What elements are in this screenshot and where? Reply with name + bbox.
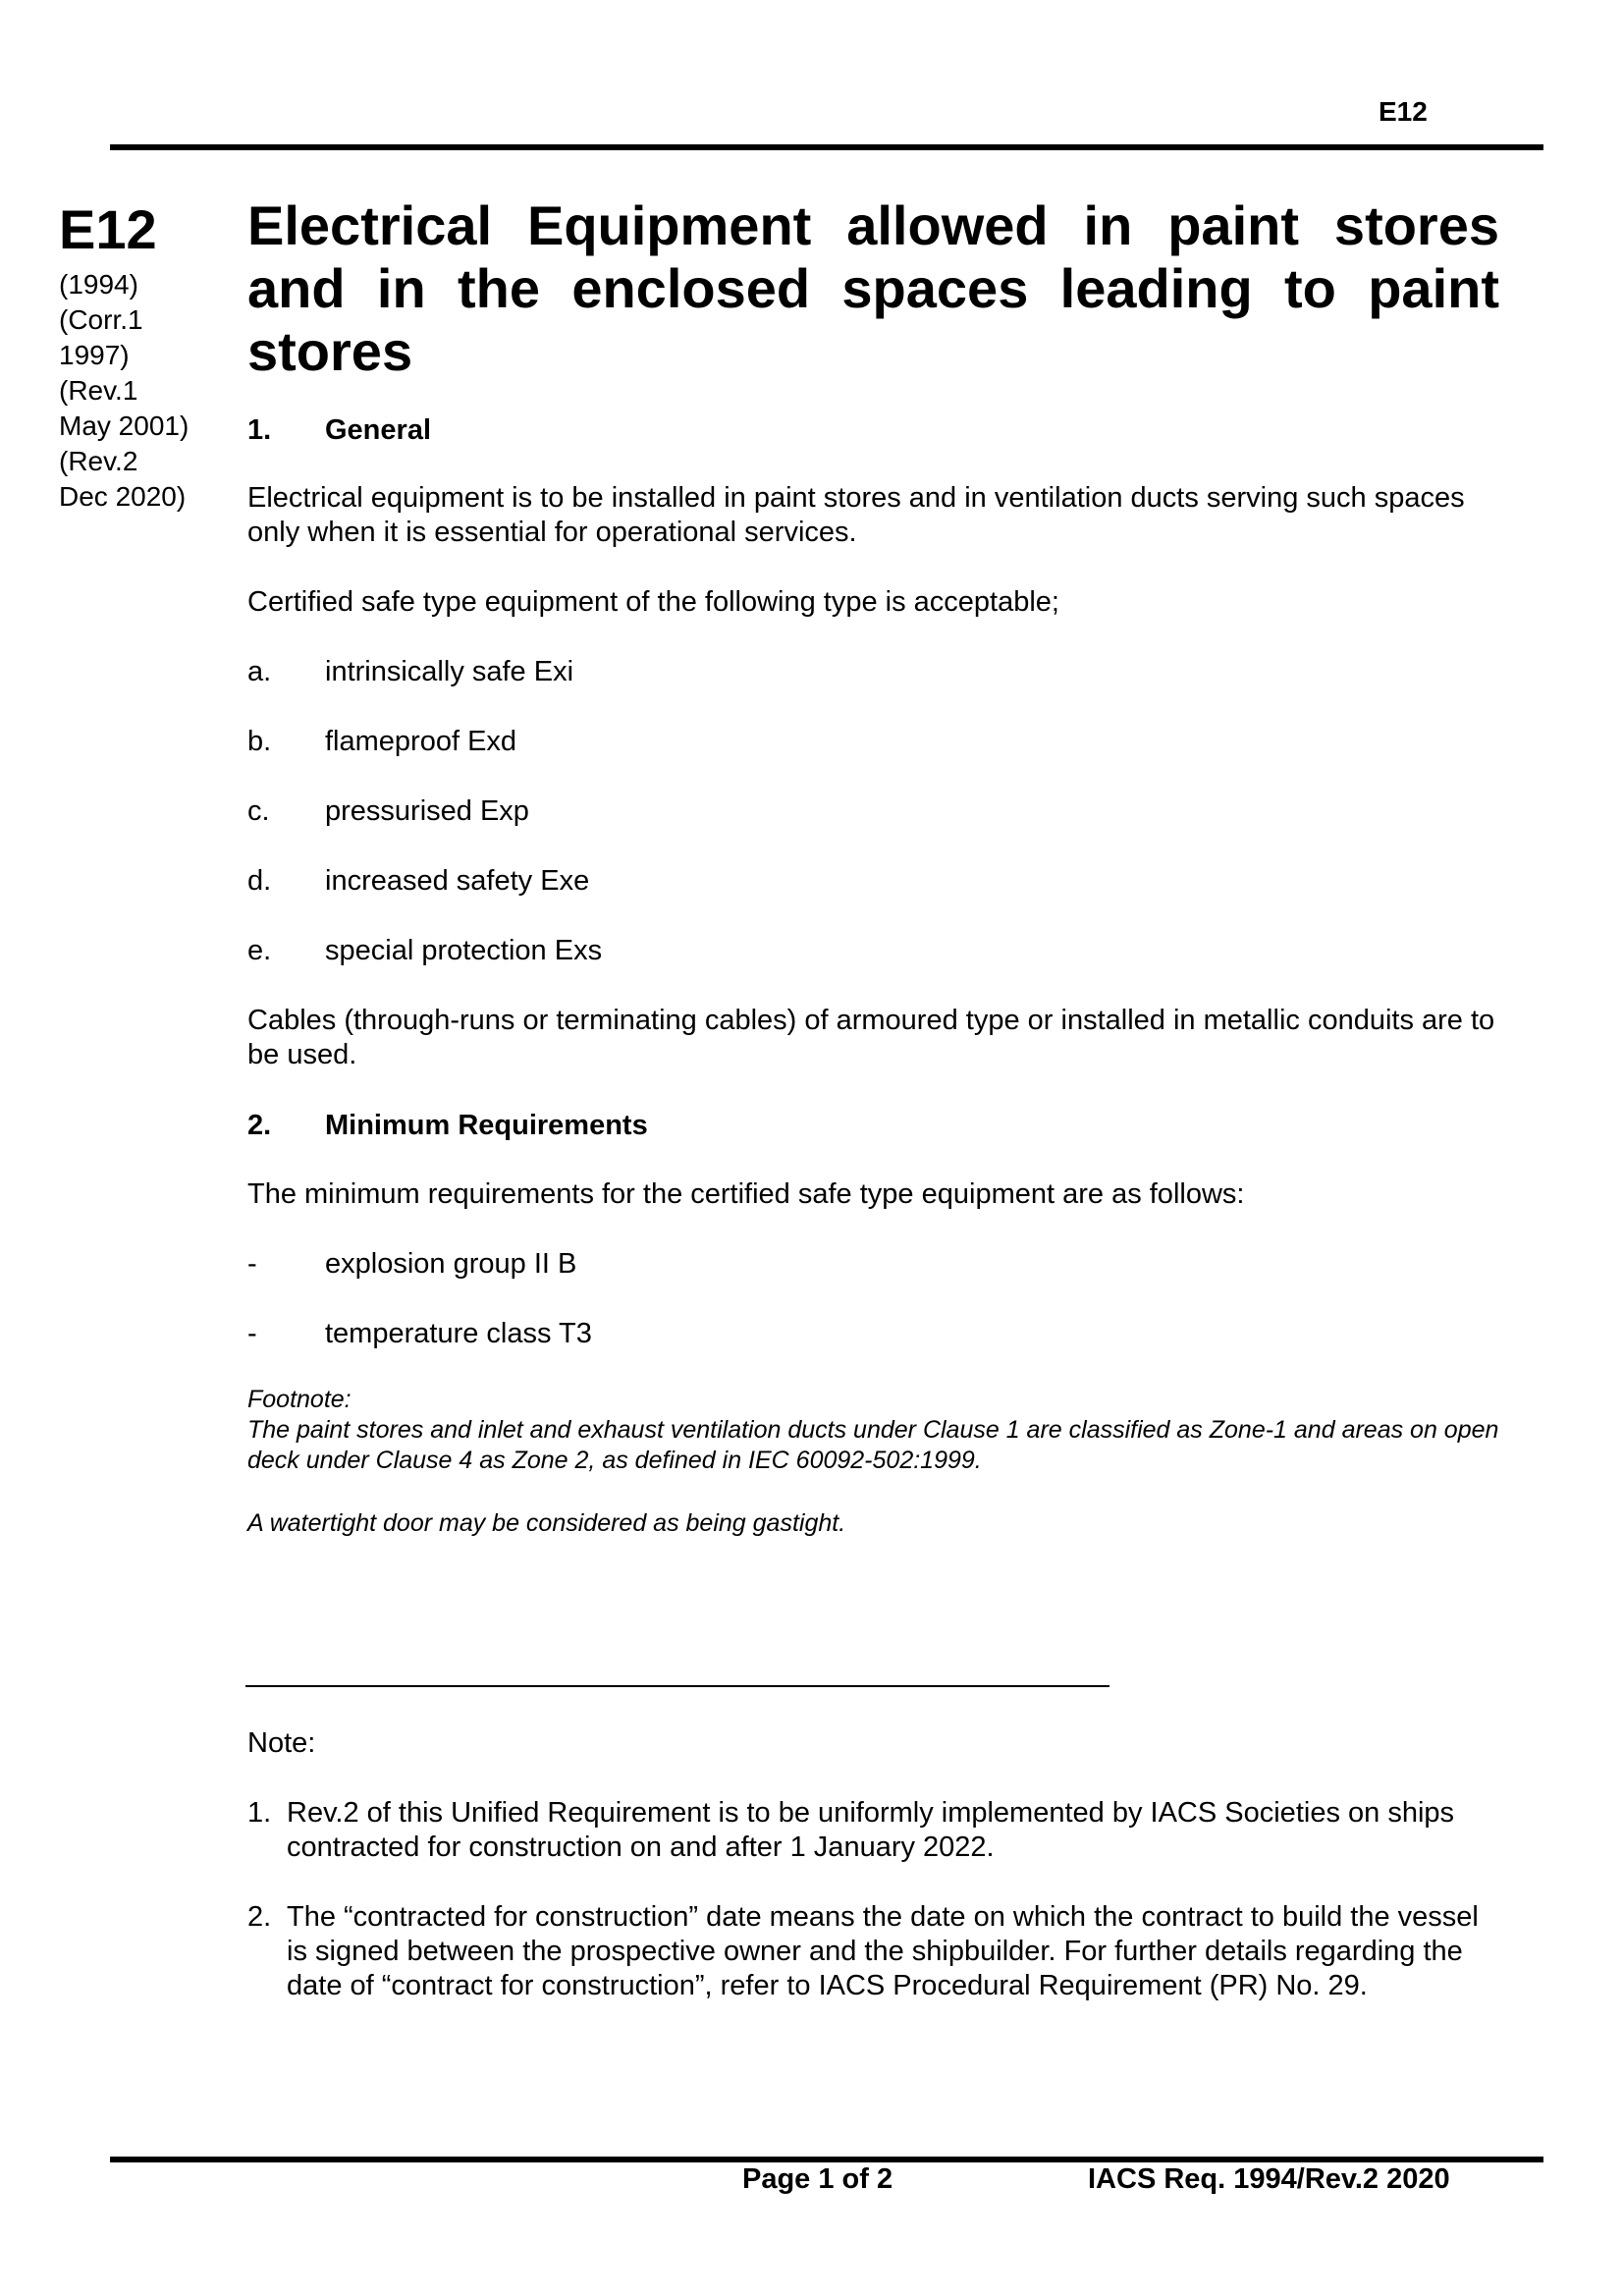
header-rule <box>110 144 1543 150</box>
paragraph: Electrical equipment is to be installed in paint stores and in ventilation ducts serving such spaces only when it is essential for operational services. <box>247 482 1465 548</box>
note-item <box>247 1796 1499 1865</box>
section-title: General <box>325 414 431 446</box>
note-item <box>247 1900 1499 2003</box>
notes-label: Note: <box>247 1727 316 1759</box>
list-item <box>247 725 1499 759</box>
section-heading-general <box>247 412 1499 448</box>
side-margin <box>59 198 206 515</box>
section-title: Minimum Requirements <box>325 1110 648 1141</box>
section-heading-minimum-requirements <box>247 1108 1499 1143</box>
list-marker: c. <box>247 795 270 827</box>
document-reference: IACS Req. 1994/Rev.2 2020 <box>1088 2163 1450 2195</box>
paragraph: The minimum requirements for the certified safe type equipment are as follows: <box>247 1178 1245 1210</box>
document-title: Electrical Equipment allowed in paint stores and in the enclosed spaces leading to paint stores <box>247 194 1499 382</box>
list-text: special protection Exs <box>325 935 603 966</box>
section-number: 2. <box>247 1110 272 1141</box>
list-item <box>247 1247 1499 1282</box>
revision-line: May 2001) <box>59 410 189 441</box>
footer-rule <box>110 2157 1543 2162</box>
footnote-label: Footnote: <box>247 1386 352 1413</box>
list-item <box>247 655 1499 689</box>
revision-line: (Corr.1 <box>59 304 143 335</box>
paragraph: Cables (through-runs or terminating cables) of armoured type or installed in metallic conduits are to be used. <box>247 1005 1495 1070</box>
list-item <box>247 864 1499 899</box>
list-item <box>247 1317 1499 1351</box>
page-number: Page 1 of 2 <box>742 2163 893 2195</box>
list-text: explosion group II B <box>325 1248 577 1280</box>
list-marker: - <box>247 1248 257 1280</box>
revision-line: (1994) <box>59 269 138 300</box>
section-number: 1. <box>247 414 272 446</box>
list-item <box>247 934 1499 968</box>
revision-line: 1997) <box>59 340 130 370</box>
note-number: 1. <box>247 1797 272 1829</box>
note-number: 2. <box>247 1901 272 1933</box>
list-text: pressurised Exp <box>325 795 529 827</box>
revision-line: (Rev.1 <box>59 375 138 406</box>
list-marker: b. <box>247 726 272 757</box>
revision-history <box>59 267 206 515</box>
revision-line: (Rev.2 <box>59 446 138 476</box>
footnote-text: A watertight door may be considered as being gastight. <box>247 1509 846 1537</box>
revision-line: Dec 2020) <box>59 481 187 512</box>
list-marker: e. <box>247 935 272 966</box>
list-marker: - <box>247 1318 257 1349</box>
list-text: intrinsically safe Exi <box>325 656 574 687</box>
header-code: E12 <box>1379 96 1428 127</box>
notes-divider <box>245 1685 1109 1687</box>
paragraph: Certified safe type equipment of the following type is acceptable; <box>247 586 1059 618</box>
list-text: increased safety Exe <box>325 865 590 897</box>
list-item <box>247 794 1499 829</box>
list-marker: d. <box>247 865 272 897</box>
notes-block <box>247 1726 1499 2003</box>
footnote-text: The paint stores and inlet and exhaust ventilation ducts under Clause 1 are classified as Zone-1 and areas on open deck under Clause 4 as Zone 2, as defined in IEC 60092-502:1999. <box>247 1416 1499 1474</box>
note-text: The “contracted for construction” date means the date on which the contract to build the vessel is signed between the prospective owner and the shipbuilder. For further details regarding the date of “contract for construction”, refer to IACS Procedural Requirement (PR) No. 29. <box>287 1901 1479 2001</box>
list-text: flameproof Exd <box>325 726 517 757</box>
list-text: temperature class T3 <box>325 1318 592 1349</box>
list-marker: a. <box>247 656 272 687</box>
side-code: E12 <box>59 198 157 260</box>
note-text: Rev.2 of this Unified Requirement is to be uniformly implemented by IACS Societies on ships contracted for construction on and after 1 January 2022. <box>287 1797 1455 1863</box>
main-content <box>247 194 1499 1539</box>
